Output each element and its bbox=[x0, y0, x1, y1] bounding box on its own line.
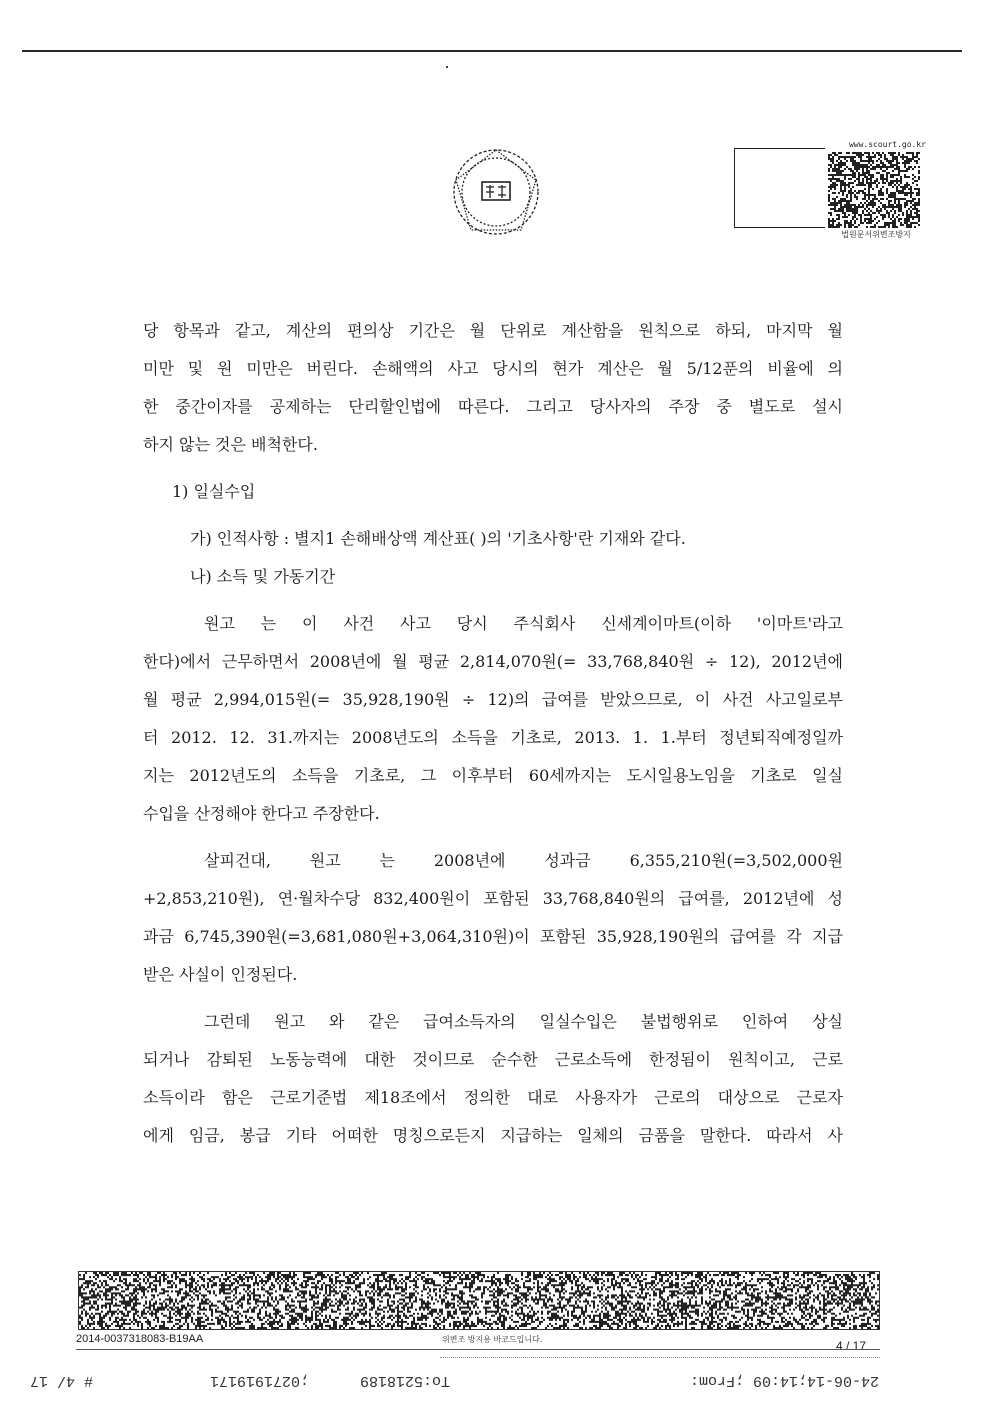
body-line: 과금 6,745,390원(=3,681,080원+3,064,310원)이 포함된 35,928,190원의 급여를 각 지급 bbox=[143, 927, 843, 946]
qr-url: www.scourt.go.kr bbox=[848, 140, 926, 149]
page-number: 4 / 17 bbox=[836, 1339, 867, 1353]
document-body bbox=[143, 312, 843, 1155]
subsection-heading: 가) 인적사항 : 별지1 손해배상액 계산표( )의 '기초사항'란 기재와 같다. bbox=[190, 529, 686, 548]
fax-number: ;0271919171 bbox=[210, 1372, 310, 1389]
body-line: 에게 임금, 봉급 기타 어떠한 명칭으로든지 지급하는 일체의 금품을 말한다. 따라서 사 bbox=[143, 1126, 843, 1145]
body-line: 소득이라 함은 근로기준법 제18조에서 정의한 대로 사용자가 근로의 대상으로 근로자 bbox=[143, 1088, 843, 1107]
footer-rule bbox=[76, 1349, 880, 1350]
fax-destination: To:5218189 bbox=[360, 1372, 451, 1389]
body-line: 되거나 감퇴된 노동능력에 대한 것이므로 순수한 근로소득에 한정됨이 원칙이고, 근로 bbox=[143, 1050, 843, 1069]
body-line: 한 중간이자를 공제하는 단리할인법에 따른다. 그리고 당사자의 주장 중 별도로 설시 bbox=[143, 397, 843, 416]
barcode-notice: 위변조 방지용 바코드입니다. bbox=[442, 1335, 543, 1344]
section-heading: 1) 일실수입 bbox=[172, 482, 256, 501]
body-line: 그런데 원고 와 같은 급여소득자의 일실수입은 불법행위로 인하여 상실 bbox=[204, 1012, 843, 1031]
verification-qr-code-icon bbox=[828, 152, 920, 228]
anti-forgery-barcode-icon bbox=[78, 1271, 880, 1330]
fax-header bbox=[0, 1372, 992, 1398]
body-line: 당 항목과 같고, 계산의 편의상 기간은 월 단위로 계산함을 원칙으로 하되, 마지막 월 bbox=[143, 321, 843, 340]
fax-timestamp: 24-06-14;14:09 ;From: bbox=[690, 1372, 880, 1389]
body-line: 받은 사실이 인정된다. bbox=[143, 965, 298, 984]
body-line: 하지 않는 것은 배척한다. bbox=[143, 435, 318, 454]
body-line: +2,853,210원), 연·월차수당 832,400원이 포함된 33,768,840원의 급여를, 2012년에 성 bbox=[143, 889, 843, 908]
body-line: 수입을 산정해야 한다고 주장한다. bbox=[143, 804, 380, 823]
scan-speck bbox=[446, 66, 448, 68]
subsection-heading: 나) 소득 및 가동기간 bbox=[190, 567, 336, 586]
body-line: 미만 및 원 미만은 버린다. 손해액의 사고 당시의 현가 계산은 월 5/12푼의 비율에 의 bbox=[143, 359, 843, 378]
qr-label: 법원문서위변조방지 bbox=[841, 230, 911, 239]
scan-dots bbox=[440, 1357, 880, 1358]
body-line: 월 평균 2,994,015원(= 35,928,190원 ÷ 12)의 급여를 받았으므로, 이 사건 사고일로부 bbox=[143, 690, 843, 709]
body-line: 원고 는 이 사건 사고 당시 주식회사 신세계이마트(이하 '이마트'라고 bbox=[204, 614, 843, 633]
body-line: 한다)에서 근무하면서 2008년에 월 평균 2,814,070원(= 33,768,840원 ÷ 12), 2012년에 bbox=[143, 652, 843, 671]
body-line: 지는 2012년도의 소득을 기초로, 그 이후부터 60세까지는 도시일용노임을 기초로 일실 bbox=[143, 766, 843, 785]
court-seal-icon bbox=[446, 142, 546, 242]
document-id: 2014-0037318083-B19AA bbox=[76, 1333, 204, 1345]
body-line: 살피건대, 원고 는 2008년에 성과금 6,355,210원(=3,502,000원 bbox=[204, 851, 843, 870]
fax-page: # 4/ 17 bbox=[30, 1372, 94, 1389]
body-line: 터 2012. 12. 31.까지는 2008년도의 소득을 기초로, 2013. 1. 1.부터 정년퇴직예정일까 bbox=[143, 728, 843, 747]
header-rule bbox=[22, 50, 962, 52]
qr-frame bbox=[734, 148, 825, 228]
